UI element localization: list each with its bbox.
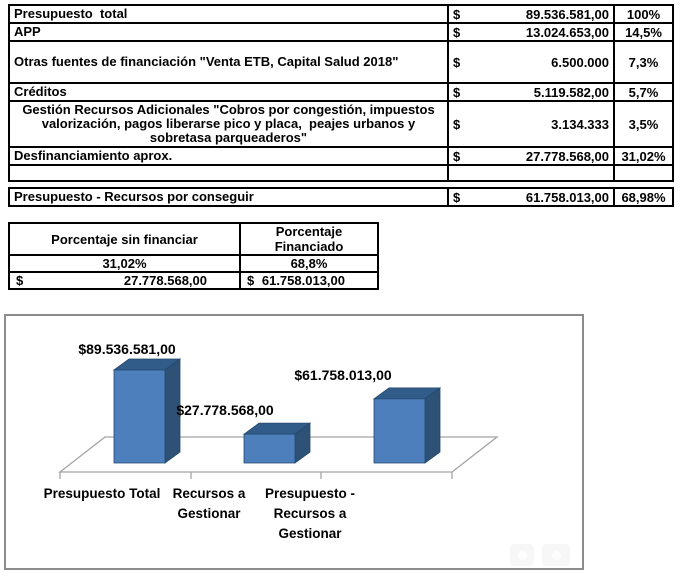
bar-front-face bbox=[374, 399, 425, 463]
percent-value: 5,7% bbox=[614, 83, 673, 101]
amount-value: 61.758.013,00 bbox=[261, 273, 345, 288]
table-row bbox=[9, 272, 378, 289]
budget-table bbox=[8, 4, 674, 182]
percent-value: 31,02% bbox=[614, 147, 673, 165]
currency-symbol: $ bbox=[16, 273, 24, 288]
currency-symbol: $ bbox=[453, 84, 461, 100]
amount-value: 27.778.568,00 bbox=[123, 273, 207, 288]
table-row bbox=[9, 188, 673, 206]
table-row-empty bbox=[9, 165, 673, 181]
table-row bbox=[9, 255, 378, 272]
row-label: APP bbox=[9, 23, 448, 41]
percent-value: 3,5% bbox=[614, 101, 673, 147]
data-label: $89.536.581,00 bbox=[78, 341, 176, 357]
amount-cell bbox=[449, 55, 613, 70]
percent-value: 14,5% bbox=[614, 23, 673, 41]
currency-symbol: $ bbox=[453, 189, 461, 205]
amount-value: 6.500.000 bbox=[551, 54, 609, 70]
currency-symbol: $ bbox=[247, 273, 255, 288]
amount-cell bbox=[10, 273, 239, 288]
percentage-table bbox=[8, 222, 379, 290]
data-label: $61.758.013,00 bbox=[294, 367, 392, 383]
amount-value: 27.778.568,00 bbox=[525, 148, 609, 164]
refresh-icon bbox=[552, 551, 561, 560]
watermark-button-1[interactable] bbox=[510, 544, 534, 566]
amount-cell bbox=[449, 190, 613, 205]
amount-value: 61.758.013,00 bbox=[525, 189, 609, 205]
category-label: Presupuesto - Recursos a Gestionar bbox=[264, 486, 356, 541]
amount-value: 5.119.582,00 bbox=[533, 84, 609, 100]
watermark-button-2[interactable] bbox=[542, 544, 570, 566]
amount-cell bbox=[449, 117, 613, 132]
row-label: Créditos bbox=[9, 83, 448, 101]
table-row bbox=[9, 23, 673, 41]
row-label: Presupuesto total bbox=[9, 5, 448, 23]
currency-symbol: $ bbox=[453, 54, 461, 70]
category-label: Recursos a Gestionar bbox=[172, 486, 246, 521]
summary-label: Presupuesto - Recursos por conseguir bbox=[9, 188, 448, 206]
currency-symbol: $ bbox=[453, 116, 461, 132]
amount-cell bbox=[449, 25, 613, 40]
percent-value: 100% bbox=[614, 5, 673, 23]
table-header-row bbox=[9, 223, 378, 255]
amount-value: 89.536.581,00 bbox=[525, 6, 609, 22]
column-header: Porcentaje Financiado bbox=[240, 223, 378, 255]
bar-front-face bbox=[114, 370, 165, 463]
table-row bbox=[9, 147, 673, 165]
row-label: Otras fuentes de financiación "Venta ETB, Capital Salud 2018" bbox=[9, 41, 448, 83]
table-row bbox=[9, 41, 673, 83]
table-row bbox=[9, 83, 673, 101]
row-label bbox=[9, 165, 448, 181]
summary-table bbox=[8, 187, 674, 207]
amount-cell bbox=[449, 85, 613, 100]
column-header: Porcentaje sin financiar bbox=[9, 223, 240, 255]
table-row bbox=[9, 5, 673, 23]
table-row bbox=[9, 101, 673, 147]
amount-value: 3.134.333 bbox=[551, 116, 609, 132]
amount-cell bbox=[449, 7, 613, 22]
row-label: Gestión Recursos Adicionales "Cobros por congestión, impuestos valorización, pagos liberarse pico y placa, peajes urbanos y sobretasa parqueaderos" bbox=[9, 101, 448, 147]
bar-front-face bbox=[244, 434, 295, 463]
row-label: Desfinanciamiento aprox. bbox=[9, 147, 448, 165]
bar-chart-panel bbox=[4, 314, 584, 570]
amount-cell bbox=[241, 273, 377, 288]
currency-symbol: $ bbox=[453, 6, 461, 22]
data-label: $27.778.568,00 bbox=[176, 402, 274, 418]
person-icon bbox=[518, 551, 527, 560]
amount-cell bbox=[449, 149, 613, 164]
percent-value: 7,3% bbox=[614, 41, 673, 83]
percent-value: 68,98% bbox=[614, 188, 673, 206]
currency-symbol: $ bbox=[453, 24, 461, 40]
category-label: Presupuesto Total bbox=[43, 486, 161, 501]
amount-value: 13.024.653,00 bbox=[525, 24, 609, 40]
percent-value: 68,8% bbox=[240, 255, 378, 272]
currency-symbol: $ bbox=[453, 148, 461, 164]
percent-value: 31,02% bbox=[9, 255, 240, 272]
bar-side-face bbox=[425, 388, 440, 463]
